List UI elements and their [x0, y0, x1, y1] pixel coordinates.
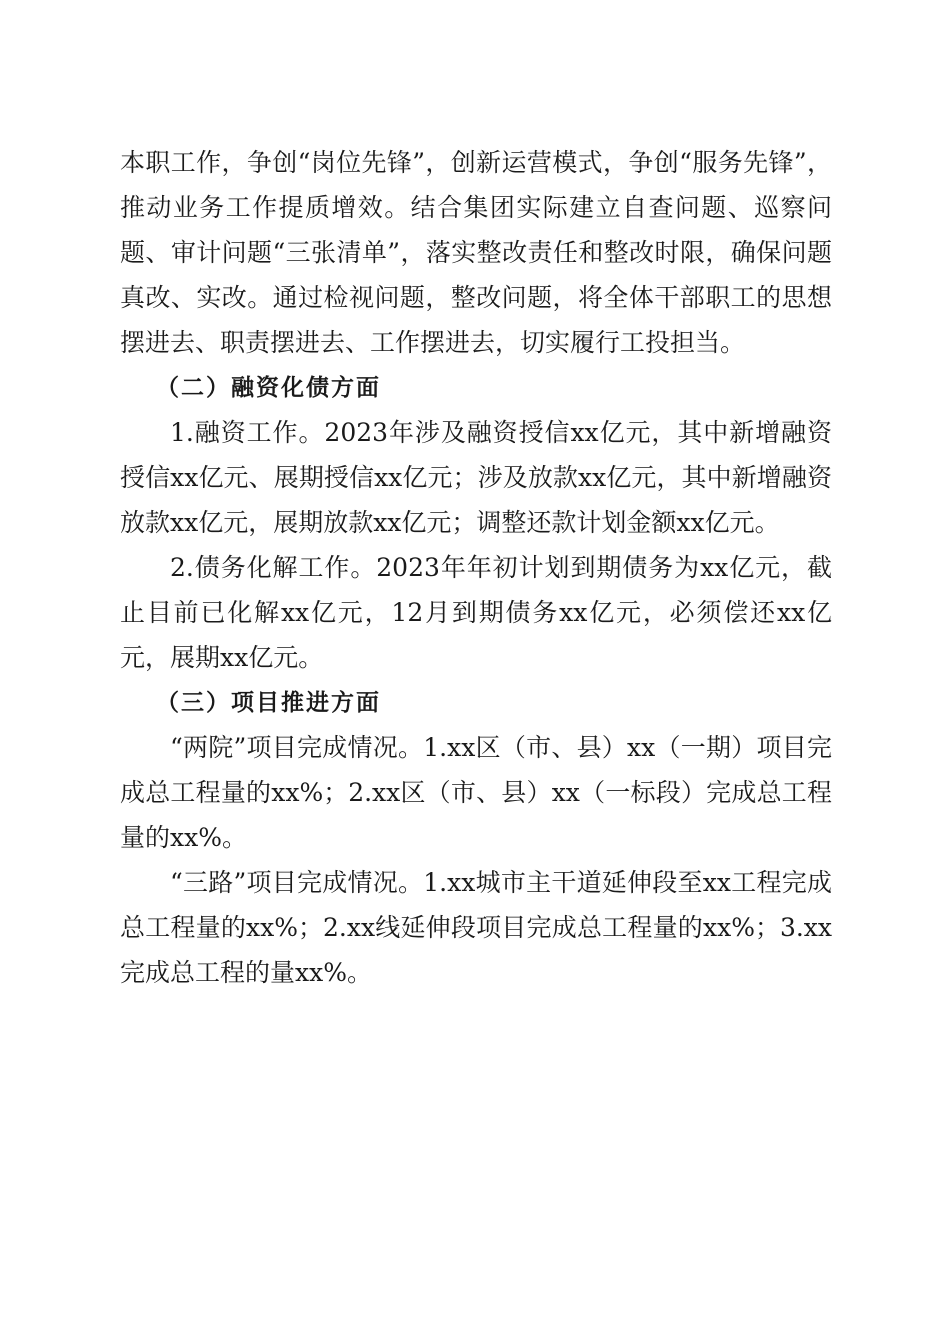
body-paragraph-financing-work: 1.融资工作。2023年涉及融资授信xx亿元，其中新增融资授信xx亿元、展期授信xx亿元；涉及放款xx亿元，其中新增融资放款xx亿元，展期放款xx亿元；调整还款计划金额xx亿元。 — [120, 418, 832, 537]
body-paragraph-debt-resolution: 2.债务化解工作。2023年年初计划到期债务为xx亿元，截止目前已化解xx亿元，12月到期债务xx亿元，必须偿还xx亿元，展期xx亿元。 — [120, 553, 832, 672]
document-body — [120, 140, 832, 995]
section-heading-projects: （三）项目推进方面 — [156, 689, 381, 716]
body-paragraph-three-roads: “三路”项目完成情况。1.xx城市主干道延伸段至xx工程完成总工程量的xx%；2.xx线延伸段项目完成总工程量的xx%；3.xx完成总工程的量xx%。 — [120, 868, 832, 987]
body-paragraph-1: 本职工作，争创“岗位先锋”，创新运营模式，争创“服务先锋”，推动业务工作提质增效。结合集团实际建立自查问题、巡察问题、审计问题“三张清单”，落实整改责任和整改时限，确保问题真改、实改。通过检视问题，整改问题，将全体干部职工的思想摆进去、职责摆进去、工作摆进去，切实履行工投担当。 — [120, 148, 832, 357]
section-heading-financing: （二）融资化债方面 — [156, 374, 381, 401]
body-paragraph-two-hospitals: “两院”项目完成情况。1.xx区（市、县）xx（一期）项目完成总工程量的xx%；2.xx区（市、县）xx（一标段）完成总工程量的xx%。 — [120, 733, 832, 852]
